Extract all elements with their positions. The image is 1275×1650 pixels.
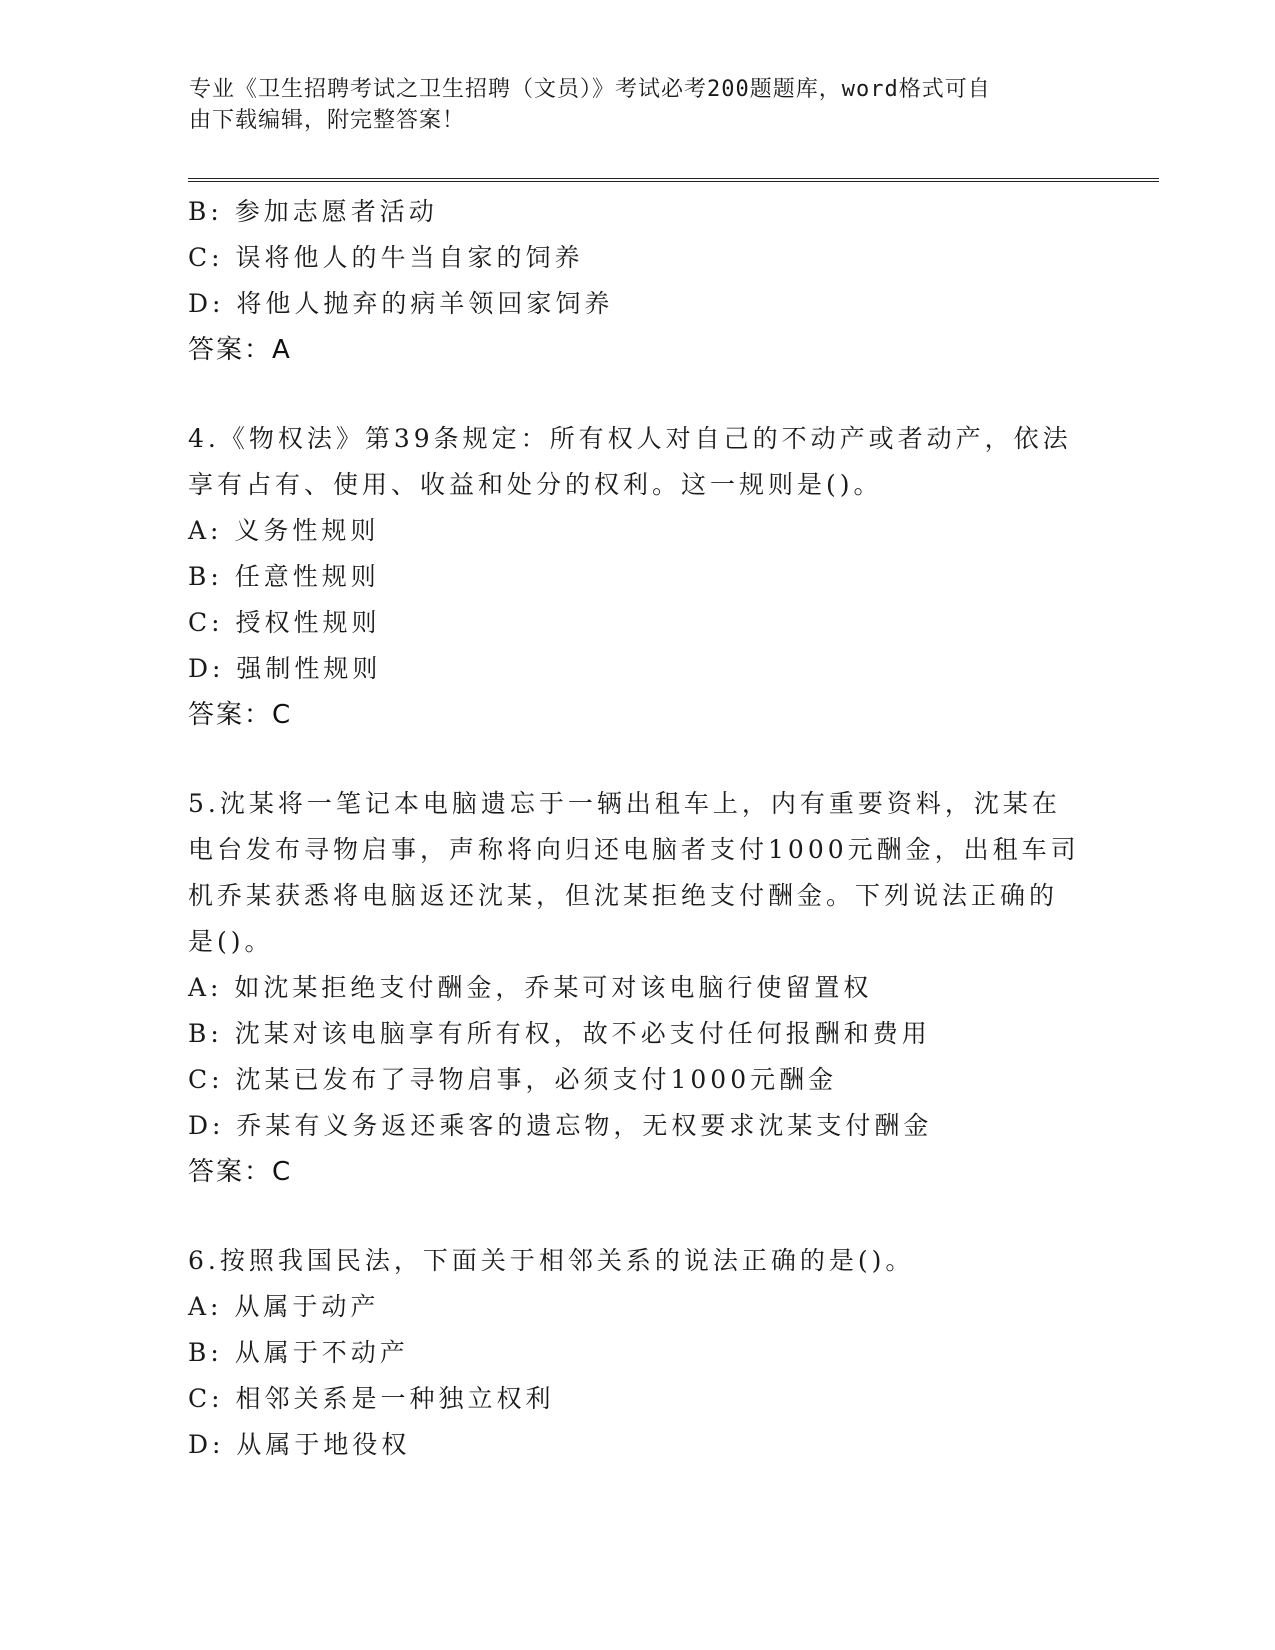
spacer [188, 738, 1088, 781]
option-a: A: 义务性规则 [188, 516, 380, 545]
header-title-line-1: 专业《卫生招聘考试之卫生招聘（文员）》考试必考200题题库，word格式可自 [189, 77, 991, 102]
answer: 答案：C [188, 700, 293, 730]
answer: 答案：A [188, 335, 292, 365]
option-d: D: 从属于地役权 [188, 1430, 411, 1459]
header-divider [188, 178, 1159, 182]
question-6 [188, 1238, 1088, 1468]
option-b: B: 从属于不动产 [188, 1338, 409, 1367]
option-c: C: 沈某已发布了寻物启事，必须支付1000元酬金 [188, 1065, 838, 1094]
option-d: D: 强制性规则 [188, 654, 382, 683]
option-d: D: 乔某有义务返还乘客的遗忘物，无权要求沈某支付酬金 [188, 1111, 933, 1140]
option-c: C: 授权性规则 [188, 608, 381, 637]
question-4 [188, 416, 1088, 738]
option-c: C: 相邻关系是一种独立权利 [188, 1384, 555, 1413]
option-a: A: 从属于动产 [188, 1292, 380, 1321]
spacer [188, 1195, 1088, 1238]
option-a: A: 如沈某拒绝支付酬金，乔某可对该电脑行使留置权 [188, 973, 873, 1002]
option-b: B: 沈某对该电脑享有所有权，故不必支付任何报酬和费用 [188, 1019, 931, 1048]
question-stem: 4.《物权法》第39条规定：所有权人对自己的不动产或者动产，依法 [188, 424, 1072, 453]
document-body [188, 189, 1088, 1468]
answer: 答案：C [188, 1157, 293, 1187]
question-stem: 机乔某获悉将电脑返还沈某，但沈某拒绝支付酬金。下列说法正确的 [188, 881, 1059, 910]
question-stem: 是()。 [188, 927, 274, 956]
header-title-line-2: 由下载编辑，附完整答案！ [189, 108, 466, 133]
option-d: D: 将他人抛弃的病羊领回家饲养 [188, 289, 614, 318]
question-stem: 5.沈某将一笔记本电脑遗忘于一辆出租车上，内有重要资料，沈某在 [188, 789, 1061, 818]
question-3-tail [188, 189, 1088, 373]
document-header [189, 74, 1079, 136]
spacer [188, 373, 1088, 416]
question-stem: 6.按照我国民法，下面关于相邻关系的说法正确的是()。 [188, 1246, 915, 1275]
question-5 [188, 781, 1088, 1195]
question-stem: 电台发布寻物启事，声称将向归还电脑者支付1000元酬金，出租车司 [188, 835, 1080, 864]
option-c: C: 误将他人的牛当自家的饲养 [188, 243, 584, 272]
question-stem: 享有占有、使用、收益和处分的权利。这一规则是()。 [188, 470, 883, 499]
option-b: B: 参加志愿者活动 [188, 197, 438, 226]
option-b: B: 任意性规则 [188, 562, 380, 591]
